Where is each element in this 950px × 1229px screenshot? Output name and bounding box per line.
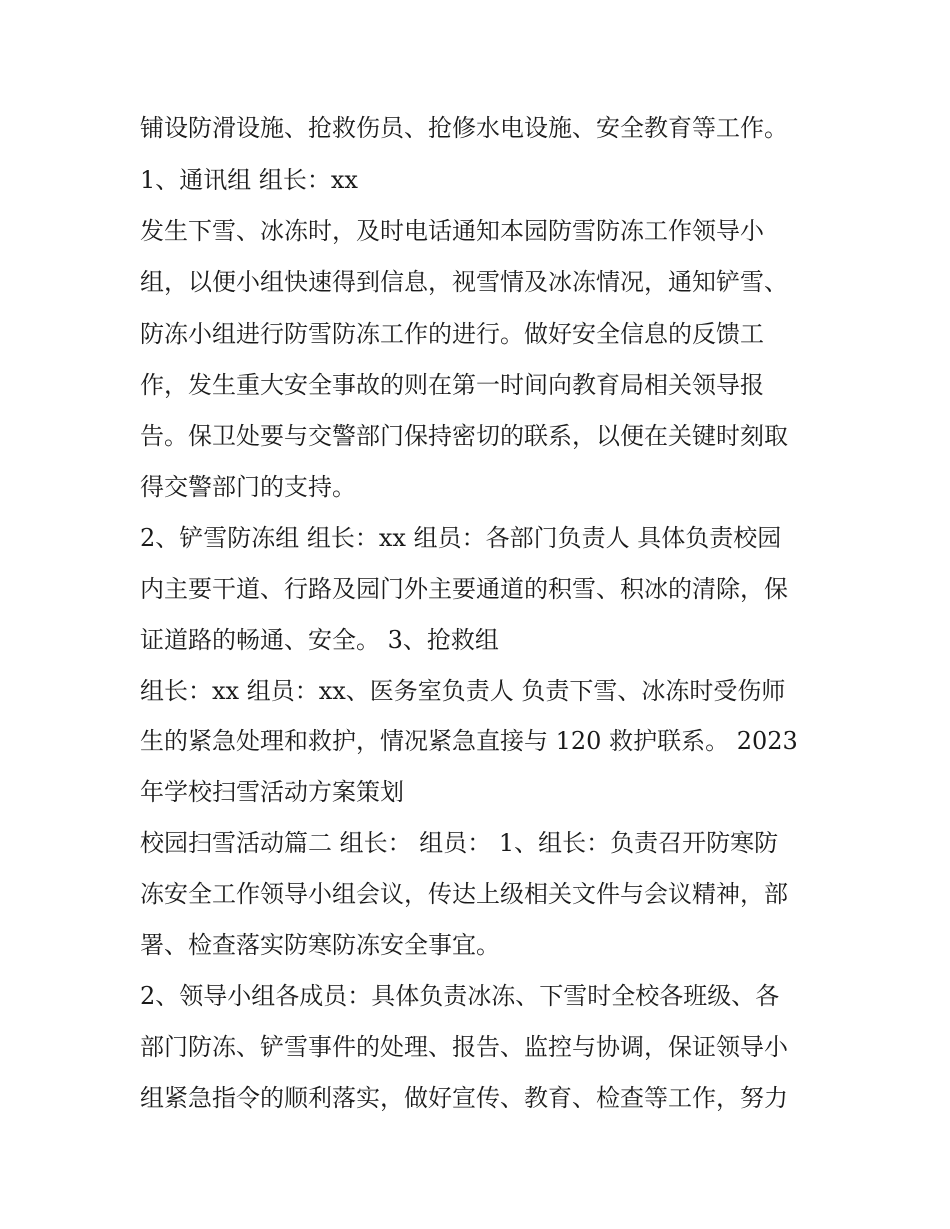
text-line: 组长：xx 组员：xx、医务室负责人 负责下雪、冰冻时受伤师 <box>140 677 786 705</box>
text-line: 作，发生重大安全事故的则在第一时间向教育局相关领导报 <box>140 371 764 399</box>
text-line: 得交警部门的支持。 <box>140 473 356 501</box>
text-line: 发生下雪、冰冻时，及时电话通知本园防雪防冻工作领导小 <box>140 217 764 245</box>
text-line: 防冻小组进行防雪防冻工作的进行。做好安全信息的反馈工 <box>140 320 764 348</box>
text-line: 内主要干道、行路及园门外主要通道的积雪、积冰的清除，保 <box>140 575 788 603</box>
text-line: 部门防冻、铲雪事件的处理、报告、监控与协调，保证领导小 <box>140 1033 788 1061</box>
text-line: 署、检查落实防寒防冻安全事宜。 <box>140 931 500 959</box>
text-line: 生的紧急处理和救护，情况紧急直接与 120 救护联系。 2023 <box>140 727 798 755</box>
text-line: 铺设防滑设施、抢救伤员、抢修水电设施、安全教育等工作。 <box>140 114 788 142</box>
text-line: 组，以便小组快速得到信息，视雪情及冰冻情况，通知铲雪、 <box>140 268 788 296</box>
text-line: 证道路的畅通、安全。 3、抢救组 <box>140 626 499 654</box>
text-line: 告。保卫处要与交警部门保持密切的联系，以便在关键时刻取 <box>140 422 788 450</box>
text-line: 1、通讯组 组长：xx <box>140 166 358 194</box>
text-line: 年学校扫雪活动方案策划 <box>140 778 404 806</box>
text-line: 组紧急指令的顺利落实，做好宣传、教育、检查等工作，努力 <box>140 1084 788 1112</box>
text-line: 冻安全工作领导小组会议，传达上级相关文件与会议精神，部 <box>140 880 788 908</box>
text-line: 校园扫雪活动篇二 组长： 组员： 1、组长：负责召开防寒防 <box>140 829 779 857</box>
text-line: 2、铲雪防冻组 组长：xx 组员：各部门负责人 具体负责校园 <box>140 524 782 552</box>
text-line: 2、领导小组各成员：具体负责冰冻、下雪时全校各班级、各 <box>140 982 780 1010</box>
